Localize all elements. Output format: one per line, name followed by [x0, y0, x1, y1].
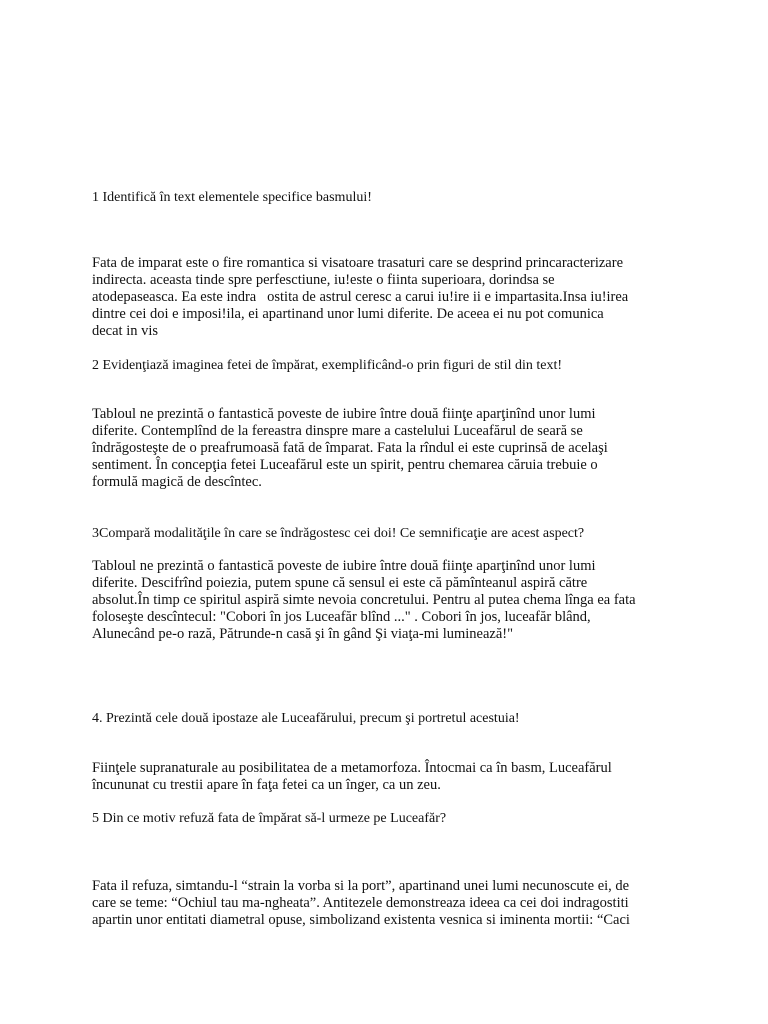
text-line: 3Compară modalităţile în care se îndrăgostesc cei doi! Ce semnificaţie are acest aspect?: [92, 526, 585, 541]
text-line: absolut.În timp ce spiritul aspiră simte nevoia concretului. Pentru al putea chema lînga ea fata: [92, 592, 636, 608]
text-line: 1 Identifică în text elementele specifice basmului!: [92, 190, 372, 205]
answer-3: [92, 558, 676, 643]
question-1: [92, 189, 676, 206]
text-line: apartin unor entitati diametral opuse, simbolizand existenta vesnica si iminenta mortii: “Caci: [92, 912, 630, 928]
text-line: decat in vis: [92, 323, 159, 339]
text-line: Tabloul ne prezintă o fantastică poveste de iubire între două fiinţe aparţinînd unor lumi: [92, 406, 596, 422]
text-line: 4. Prezintă cele două ipostaze ale Luceafărului, precum şi portretul acestuia!: [92, 711, 520, 726]
answer-5: [92, 878, 676, 929]
text-line: 2 Evidenţiază imaginea fetei de împărat, exemplificând-o prin figuri de stil din text!: [92, 358, 562, 373]
text-line: dintre cei doi e imposi!ila, ei apartinand unor lumi diferite. De aceea ei nu pot comunica: [92, 306, 604, 322]
text-line: care se teme: “Ochiul tau ma-ngheata”. Antitezele demonstreaza ideea ca cei doi indragostiti: [92, 895, 629, 911]
text-line: sentiment. În concepţia fetei Luceafărul este un spirit, pentru chemarea căruia trebuie o: [92, 457, 598, 473]
text-line: diferite. Contemplînd de la fereastra dinspre mare a castelului Luceafărul de seară se: [92, 423, 583, 439]
text-line: diferite. Descifrînd poiezia, putem spune că sensul ei este că pămînteanul aspiră către: [92, 575, 588, 591]
question-4: [92, 710, 676, 727]
text-line: foloseşte descîntecul: "Cobori în jos Luceafăr blînd ..." . Cobori în jos, luceafăr blând,: [92, 609, 591, 625]
question-5: [92, 810, 676, 827]
text-line: formulă magică de descîntec.: [92, 474, 262, 490]
text-line: Tabloul ne prezintă o fantastică poveste de iubire între două fiinţe aparţinînd unor lumi: [92, 558, 596, 574]
answer-1: [92, 255, 676, 340]
answer-4: [92, 760, 676, 794]
text-line: indirecta. aceasta tinde spre perfesctiune, iu!este o fiinta superioara, dorindsa se: [92, 272, 555, 288]
text-line: 5 Din ce motiv refuză fata de împărat să-l urmeze pe Luceafăr?: [92, 811, 447, 826]
question-3: [92, 525, 676, 542]
text-line: atodepaseasca. Ea este indra ostita de astrul ceresc a carui iu!ire ii e impartasita.Insa iu!irea: [92, 289, 629, 305]
text-line: Fiinţele supranaturale au posibilitatea de a metamorfoza. Întocmai ca în basm, Luceafărul: [92, 760, 612, 776]
text-line: încununat cu trestii apare în faţa fetei ca un înger, ca un zeu.: [92, 777, 441, 793]
text-line: Fata de imparat este o fire romantica si visatoare trasaturi care se desprind princaracterizare: [92, 255, 623, 271]
answer-2: [92, 406, 676, 491]
text-line: îndrăgosteşte de o preafrumoasă fată de împarat. Fata la rîndul ei este cuprinsă de acelaşi: [92, 440, 608, 456]
text-line: Fata il refuza, simtandu-l “strain la vorba si la port”, apartinand unei lumi necunoscute ei, de: [92, 878, 630, 894]
text-line: Alunecând pe-o rază, Pătrunde-n casă şi în gând Şi viaţa-mi luminează!": [92, 626, 514, 642]
question-2: [92, 357, 676, 374]
